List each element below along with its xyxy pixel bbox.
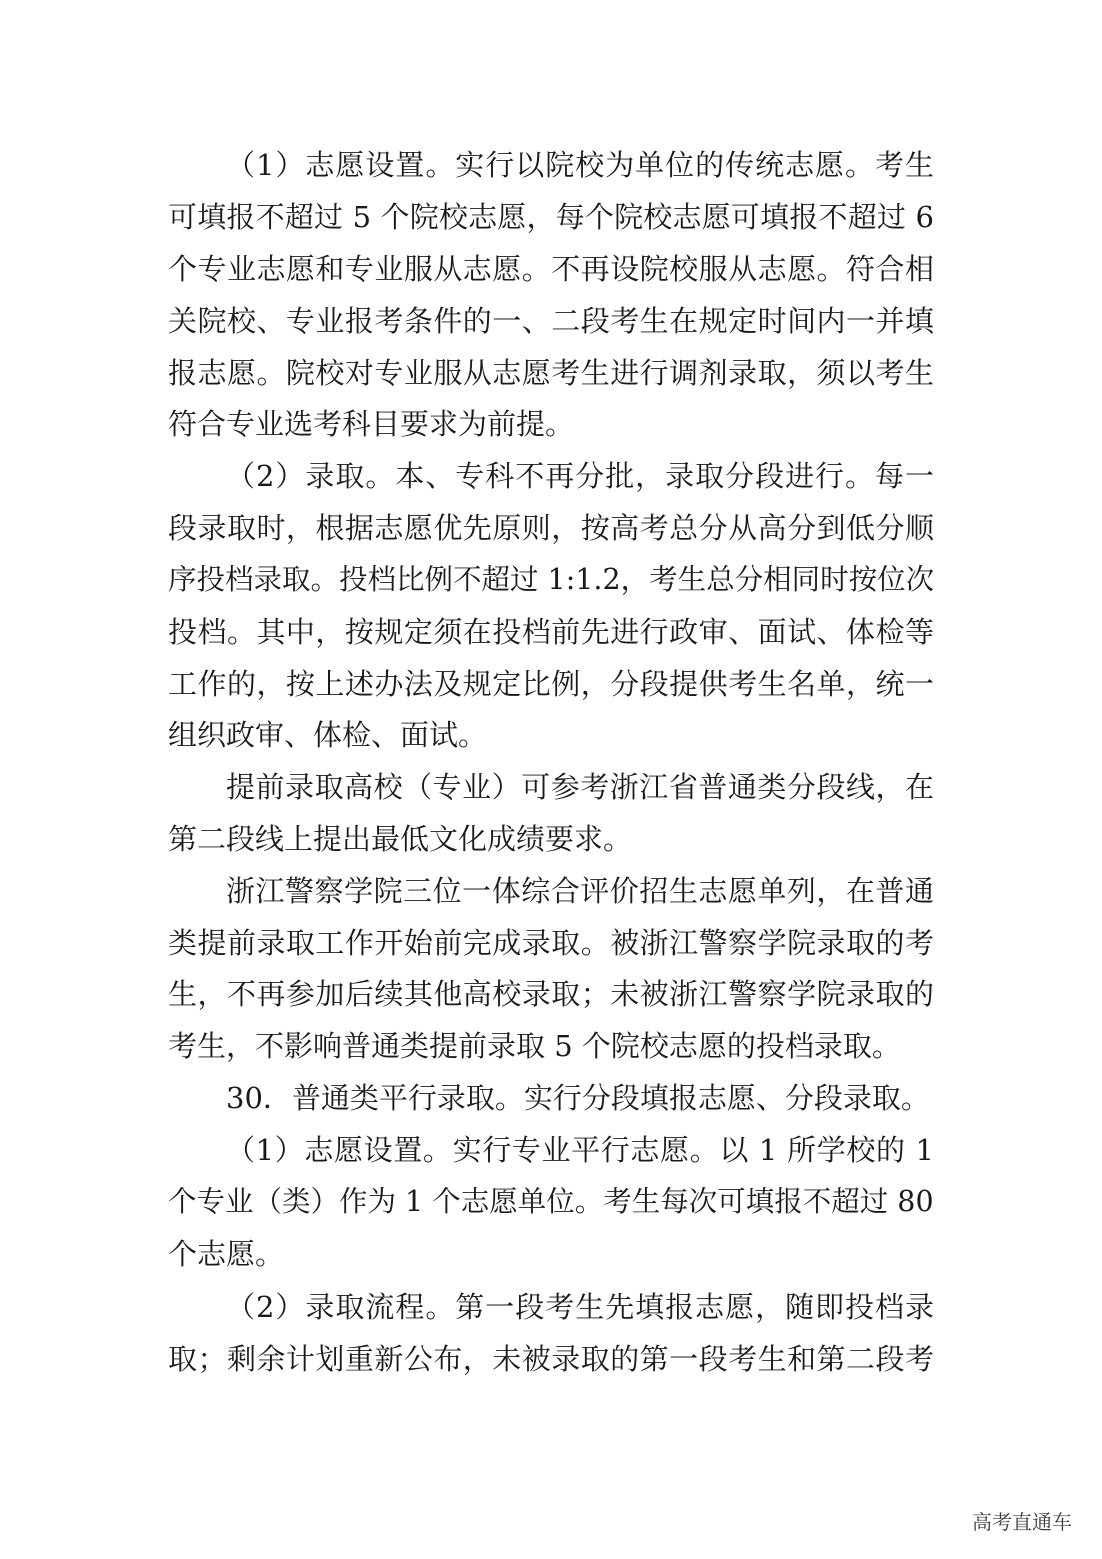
paragraph-line: 工作的，按上述办法及规定比例，分段提供考生名单，统一 <box>168 667 934 701</box>
paragraph-line: 提前录取高校（专业）可参考浙江省普通类分段线，在 <box>226 770 934 804</box>
paragraph-line: （1）志愿设置。实行以院校为单位的传统志愿。考生 <box>226 148 934 182</box>
paragraph-line: 符合专业选考科目要求为前提。 <box>168 407 575 441</box>
paragraph-line: 段录取时，根据志愿优先原则，按高考总分从高分到低分顺 <box>168 511 934 545</box>
paragraph-line: 组织政审、体检、面试。 <box>168 718 488 752</box>
paragraph-line: 个专业（类）作为 1 个志愿单位。考生每次可填报不超过 80 <box>168 1185 934 1218</box>
paragraph-line: 第二段线上提出最低文化成绩要求。 <box>168 822 633 856</box>
section-heading: 30．普通类平行录取。实行分段填报志愿、分段录取。 <box>226 1081 930 1115</box>
paragraph-line: 浙江警察学院三位一体综合评价招生志愿单列，在普通 <box>226 874 934 908</box>
paragraph-line: 报志愿。院校对专业服从志愿考生进行调剂录取，须以考生 <box>168 356 934 390</box>
watermark-text: 高考直通车 <box>972 1510 1072 1534</box>
paragraph-line: 生，不再参加后续其他高校录取；未被浙江警察学院录取的 <box>168 977 934 1011</box>
paragraph-line: 类提前录取工作开始前完成录取。被浙江警察学院录取的考 <box>168 926 934 960</box>
paragraph-line: （2）录取。本、专科不再分批，录取分段进行。每一 <box>226 459 934 493</box>
paragraph-line: 考生，不影响普通类提前录取 5 个院校志愿的投档录取。 <box>168 1029 901 1063</box>
paragraph-line: 可填报不超过 5 个院校志愿，每个院校志愿可填报不超过 6 <box>168 200 934 234</box>
paragraph-line: （2）录取流程。第一段考生先填报志愿，随即投档录 <box>226 1290 934 1324</box>
paragraph-line: 关院校、专业报考条件的一、二段考生在规定时间内一并填 <box>168 304 934 338</box>
paragraph-line: 投档。其中，按规定须在投档前先进行政审、面试、体检等 <box>168 615 934 649</box>
paragraph-line: 个志愿。 <box>168 1237 285 1271</box>
paragraph-line: 个专业志愿和专业服从志愿。不再设院校服从志愿。符合相 <box>168 252 934 286</box>
paragraph-line: 序投档录取。投档比例不超过 1:1.2，考生总分相同时按位次 <box>168 563 935 596</box>
paragraph-line: （1）志愿设置。实行专业平行志愿。以 1 所学校的 1 <box>226 1133 934 1167</box>
paragraph-line: 取；剩余计划重新公布，未被录取的第一段考生和第二段考 <box>168 1342 934 1376</box>
